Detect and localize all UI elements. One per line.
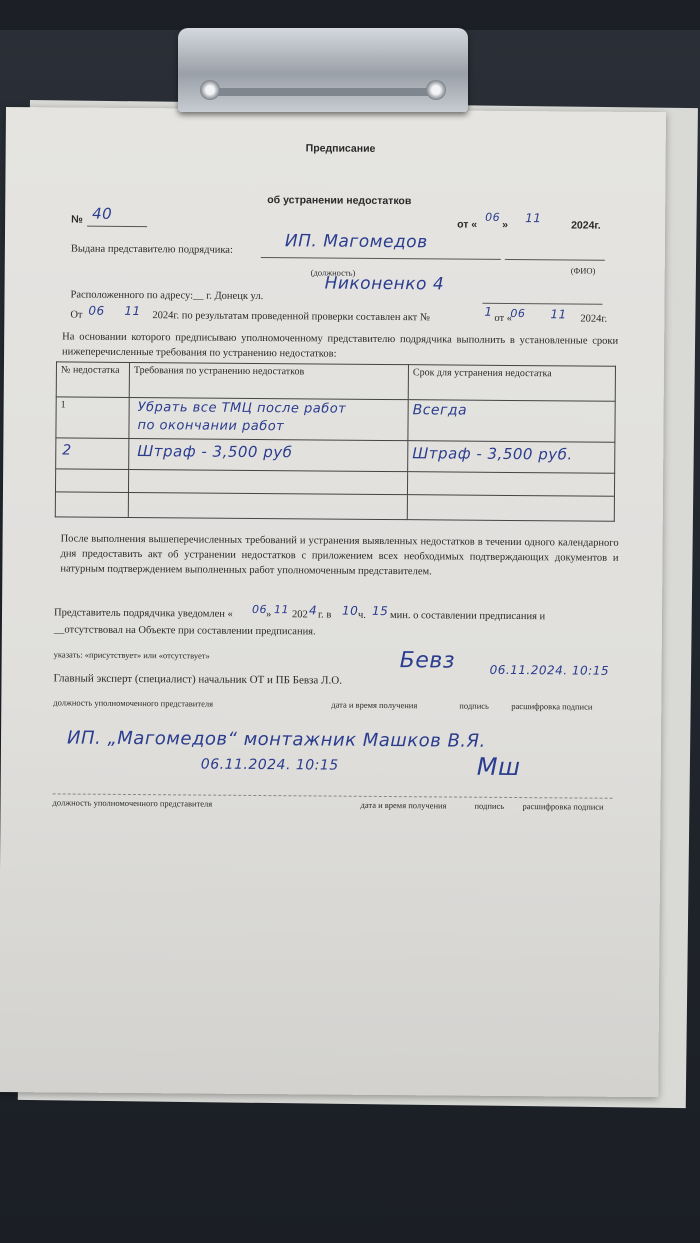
table-row [56, 438, 615, 473]
handwritten-requirement: Штраф - 3,500 руб [137, 442, 293, 462]
caption-signature: подпись [474, 800, 505, 811]
clip-rivet-right [426, 80, 446, 100]
handwritten-term: Всегда [412, 402, 468, 419]
number-label: № [71, 213, 83, 226]
handwritten-requirement-continued: по окончании работ [137, 418, 285, 435]
contractor-datetime: 06.11.2024. 10:15 [200, 756, 339, 774]
doc-subtitle: об устранении недостатков [267, 194, 412, 208]
notified-rest3: мин. о составлении предписания и [389, 610, 546, 623]
date-month: 11 [525, 211, 542, 226]
cell-term [408, 441, 615, 474]
caption-signature: подпись [459, 700, 489, 711]
notified-day: 06 [252, 602, 268, 617]
expert-signature: Бевз [399, 648, 456, 674]
cell-term [407, 472, 614, 497]
act-from: от « [494, 312, 512, 324]
caption-decoding: расшифровка подписи [511, 700, 593, 712]
clipboard-clip [178, 28, 468, 112]
cell-term [407, 495, 614, 522]
cell-requirement [128, 469, 407, 494]
basis-paragraph: На основании которого предписываю уполномоченному представителю подрядчика выполнить в установленные сроки нижеперечисленные требования по устранению недостатков: [62, 331, 619, 360]
address-value: Никоненко 4 [324, 273, 445, 295]
date-prefix: от « [457, 218, 478, 231]
clip-rivet-left [200, 80, 220, 100]
from-label: От [70, 309, 83, 321]
caption-datetime: дата и время получения [331, 699, 418, 711]
number-value: 40 [92, 204, 113, 223]
fio-caption: (ФИО) [570, 265, 596, 276]
issued-label: Выдана представителю подрядчика: [70, 243, 233, 256]
handwritten-number: 2 [62, 442, 72, 459]
header-requirement: Требования по устранению недостатков [129, 362, 408, 399]
handwritten-term: Штраф - 3,500 руб. [412, 444, 573, 464]
act-number: 1 [484, 304, 493, 319]
notified-rest1: г. в [317, 609, 332, 621]
cell-number: 1 [56, 397, 129, 439]
clip-bar [206, 88, 440, 96]
indicate-note: указать: «присутствует» или «отсутствует» [53, 649, 210, 661]
table-row [56, 397, 615, 442]
expert-line: Главный эксперт (специалист) начальник ОТ и ПБ Бевза Л.О. [53, 672, 343, 687]
notified-month: 11 [274, 603, 290, 617]
header-number: № недостатка [56, 362, 129, 398]
caption-decoding: расшифровка подписи [522, 801, 604, 812]
document-page [0, 107, 666, 1097]
table-row [55, 492, 614, 521]
act-year: 2024г. [580, 313, 608, 325]
caption-position: должность уполномоченного представителя [52, 797, 213, 809]
number-underline [87, 226, 147, 227]
address-label: Расположенного по адресу:__ г. Донецк ул. [70, 289, 264, 303]
expert-datetime: 06.11.2024. 10:15 [489, 662, 610, 678]
date-day: 06 [485, 210, 501, 224]
header-term: Срок для устранения недостатка [408, 365, 615, 402]
absent-line: __отсутствовал на Объекте при составлении предписания. [53, 624, 316, 638]
cell-term [408, 400, 615, 443]
issued-value: ИП. Магомедов [284, 231, 428, 253]
notified-mid: » [265, 609, 272, 621]
caption-datetime: дата и время получения [360, 799, 447, 811]
contractor-signature: Мш [476, 752, 521, 782]
act-day: 06 [510, 306, 526, 321]
from-text: 2024г. по результатам проведенной проверки составлен акт № [152, 310, 430, 324]
from-month: 11 [124, 303, 141, 319]
notified-text: Представитель подрядчика уведомлен « [53, 607, 233, 620]
after-paragraph: После выполнения вышеперечисленных требований и устранения выявленных недостатков в течении одного календарного дня предоставить акт об устранении недостатков с приложением всех необходимых подтверждающих документов и натурным подтверждением выполненных работ уполномоченным представителем. [60, 533, 619, 578]
handwritten-requirement: Убрать все ТМЦ после работ [137, 400, 347, 417]
contractor-handwriting: ИП. „Магомедов“ монтажник Машков В.Я. [66, 727, 486, 752]
cell-requirement [128, 492, 407, 519]
cell-requirement [129, 397, 408, 440]
address-underline [482, 303, 602, 305]
date-mid: » [502, 218, 508, 231]
requirements-table [55, 361, 616, 521]
cell-number [55, 492, 128, 518]
notified-year-pre: 202 [291, 609, 308, 621]
act-month: 11 [550, 307, 567, 322]
notified-rest2: ч. [357, 609, 366, 621]
fio-underline [505, 259, 605, 261]
issued-underline [261, 257, 501, 260]
notified-min: 15 [371, 603, 389, 619]
notified-hour: 10 [341, 603, 359, 618]
notified-year-hw: 4 [309, 603, 318, 618]
position-caption: (должность) [310, 267, 356, 278]
cell-requirement [129, 438, 408, 471]
date-year: 2024г. [571, 219, 601, 232]
doc-title: Предписание [305, 142, 376, 155]
from-day: 06 [88, 303, 105, 318]
caption-position: должность уполномоченного представителя [53, 697, 214, 709]
cell-number [56, 438, 129, 470]
cell-number [55, 469, 128, 493]
